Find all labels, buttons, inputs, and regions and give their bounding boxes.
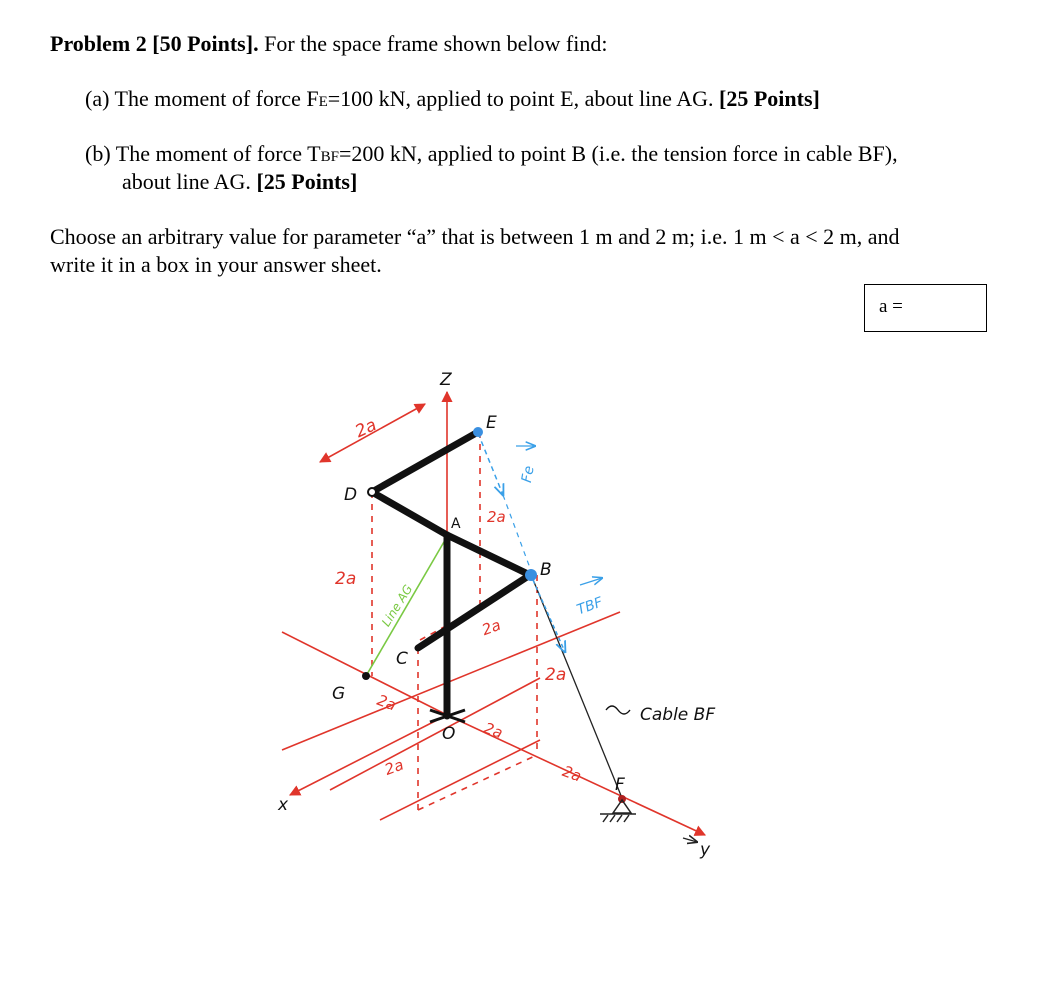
dim-go: 2a — [374, 691, 399, 715]
dim-top: 2a — [352, 415, 380, 443]
member-B-C — [418, 575, 530, 648]
dim-o-y: 2a — [481, 718, 506, 743]
part-b-rest: =200 kN, applied to point B (i.e. the tension force in cable BF), — [338, 141, 898, 166]
part-a-rest: =100 kN, applied to point E, about line AG. — [327, 86, 714, 111]
answer-box-label: a = — [879, 296, 903, 317]
dim-x-lower: 2a — [382, 755, 406, 779]
dim-bf-vert: 2a — [545, 665, 567, 685]
y-grid-line-3 — [380, 740, 540, 820]
dash-bottom — [418, 755, 537, 810]
problem-title: Problem 2 [50 Points]. — [50, 31, 259, 56]
cable-label-pointer — [606, 706, 630, 714]
label-cable: Cable BF — [640, 705, 716, 725]
label-point-o: O — [442, 724, 456, 744]
label-point-g: G — [332, 684, 346, 704]
force-fe-arrow — [478, 433, 503, 495]
member-A-D — [372, 492, 447, 535]
instruction-text-1: Choose an arbitrary value for parameter “a” that is between 1 m and 2 m; i.e. 1 m < a < 2 m, and — [50, 224, 900, 249]
dim-dg: 2a — [335, 569, 357, 589]
dim-ea: 2a — [487, 508, 506, 526]
label-point-a: A — [451, 516, 461, 532]
point-B — [525, 569, 537, 581]
label-point-c: C — [396, 649, 408, 669]
dim-y-lower: 2a — [560, 762, 584, 786]
y-label-arrow — [683, 838, 697, 842]
frame — [372, 432, 530, 716]
problem-intro: For the space frame shown below find: — [264, 31, 608, 56]
dim-cb: 2a — [479, 615, 504, 640]
member-A-B — [447, 535, 530, 575]
member-D-E — [372, 432, 478, 492]
x-axis — [290, 715, 447, 795]
y-grid-line-2 — [330, 678, 540, 790]
tbf-label-arrow — [580, 578, 602, 585]
part-b-line2-text: about line AG. — [122, 169, 251, 194]
part-a-points: [25 Points] — [719, 86, 820, 111]
axes — [282, 392, 705, 835]
instruction-text-2: write it in a box in your answer sheet. — [50, 252, 382, 277]
label-x-axis: x — [278, 795, 289, 815]
label-force-tbf: TBF — [574, 594, 605, 619]
part-b-sub: BF — [320, 149, 339, 165]
point-E — [473, 427, 483, 437]
label-line-ag: Line AG — [378, 582, 416, 629]
part-a-sub: E — [318, 94, 328, 110]
point-D — [368, 488, 376, 496]
label-force-fe: Fe — [518, 464, 538, 484]
part-b-label: (b) The moment of force T — [85, 141, 321, 166]
label-point-d: D — [344, 485, 358, 505]
figure-labels — [277, 370, 715, 860]
label-point-e: E — [486, 413, 497, 433]
label-y-axis: y — [700, 840, 711, 860]
force-fe-continuation — [503, 495, 530, 568]
label-point-f: F — [615, 775, 625, 795]
part-b-points: [25 Points] — [256, 169, 358, 194]
point-G — [362, 672, 370, 680]
support-F — [600, 800, 636, 822]
label-point-b: B — [540, 560, 552, 580]
label-z-axis: Z — [440, 370, 452, 390]
part-a-label: (a) The moment of force F — [85, 86, 319, 111]
